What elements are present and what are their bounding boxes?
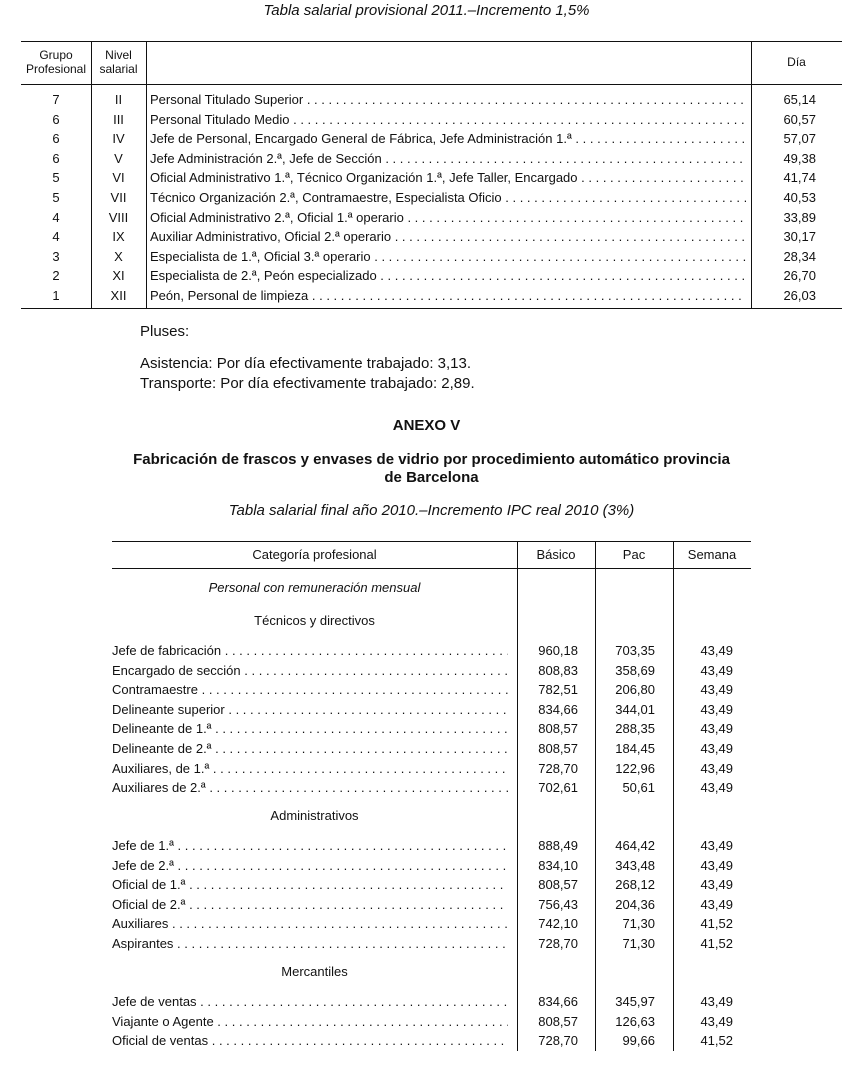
categoria-cell: Oficial Administrativo 1.ª, Técnico Organización 1.ª, Jefe Taller, Encargado . . .	[150, 168, 746, 187]
semana-cell: 43,49	[700, 896, 733, 912]
anexo-subtitle-line2: de Barcelona	[384, 469, 479, 486]
categoria-cell: Especialista de 1.ª, Oficial 3.ª operario . . .	[150, 247, 746, 266]
grupo-cell: 1	[52, 288, 60, 303]
semana-cell: 43,49	[700, 857, 733, 873]
grupo-cell: 5	[52, 170, 60, 186]
basico-cell: 808,57	[538, 1013, 578, 1029]
pac-cell: 71,30	[622, 936, 655, 951]
pac-cell: 344,01	[615, 701, 655, 717]
pac-cell: 71,30	[622, 916, 655, 932]
semana-cell: 43,49	[700, 838, 733, 853]
pac-cell: 184,45	[615, 741, 655, 756]
basico-cell: 808,57	[538, 877, 578, 893]
semana-cell: 41,52	[700, 916, 733, 932]
pac-cell: 343,48	[615, 857, 655, 873]
grupo-cell: 4	[52, 229, 60, 245]
basico-cell: 834,10	[538, 857, 578, 873]
semana-cell: 43,49	[700, 760, 733, 776]
pac-cell: 50,61	[622, 780, 655, 796]
pac-cell: 204,36	[615, 896, 655, 912]
categoria-cell: Delineante de 2.ª . . .	[112, 739, 508, 758]
semana-cell: 41,52	[700, 1033, 733, 1049]
semana-cell: 43,49	[700, 877, 733, 893]
grupo-cell: 4	[52, 209, 60, 225]
dia-cell: 28,34	[783, 248, 816, 264]
dia-cell: 26,03	[783, 288, 816, 303]
semana-cell: 43,49	[700, 780, 733, 796]
table2-header-rule	[112, 568, 751, 569]
header-categoria: Categoría profesional	[252, 547, 377, 562]
categoria-cell: Personal Titulado Superior . . .	[150, 90, 746, 109]
pac-cell: 206,80	[615, 682, 655, 698]
pac-cell: 358,69	[615, 662, 655, 678]
grupo-cell: 6	[52, 150, 60, 166]
nivel-cell: II	[114, 92, 123, 107]
basico-cell: 834,66	[538, 994, 578, 1009]
categoria-cell: Técnico Organización 2.ª, Contramaestre, Especialista Oficio . . .	[150, 188, 746, 207]
categoria-cell: Jefe de 2.ª . . .	[112, 856, 508, 875]
anexo-title: ANEXO V	[392, 417, 461, 434]
header-grupo-line1: Grupo	[39, 48, 73, 62]
table1-col-divider	[146, 41, 147, 309]
nivel-cell: VII	[110, 190, 127, 205]
categoria-cell: Delineante superior . . .	[112, 700, 508, 719]
pluses-transporte: Transporte: Por día efectivamente trabajado: 2,89.	[140, 375, 475, 392]
header-dia: Día	[787, 55, 806, 69]
dia-cell: 60,57	[783, 111, 816, 127]
pac-cell: 288,35	[615, 721, 655, 737]
categoria-cell: Jefe Administración 2.ª, Jefe de Sección . . .	[150, 149, 746, 168]
dia-cell: 30,17	[783, 229, 816, 245]
dia-cell: 26,70	[783, 268, 816, 284]
table1-top-rule	[21, 41, 842, 42]
pac-cell: 122,96	[615, 760, 655, 776]
header-basico: Básico	[536, 547, 576, 562]
header-nivel	[91, 48, 146, 76]
semana-cell: 43,49	[700, 994, 733, 1009]
nivel-cell: VI	[112, 170, 125, 186]
basico-cell: 808,57	[538, 721, 578, 737]
categoria-cell: Aspirantes . . .	[112, 934, 508, 953]
dia-cell: 57,07	[783, 131, 816, 147]
pac-cell: 99,66	[622, 1033, 655, 1049]
dia-cell: 49,38	[783, 150, 816, 166]
categoria-cell: Auxiliar Administrativo, Oficial 2.ª operario . . .	[150, 227, 746, 246]
header-nivel-line1: Nivel	[105, 48, 132, 62]
basico-cell: 702,61	[538, 780, 578, 796]
nivel-cell: IX	[112, 229, 125, 245]
pluses-title: Pluses:	[140, 323, 190, 340]
grupo-cell: 3	[52, 248, 60, 264]
semana-cell: 43,49	[700, 662, 733, 678]
nivel-cell: XII	[110, 288, 127, 303]
table2-caption: Tabla salarial final año 2010.–Incremento IPC real 2010 (3%)	[228, 502, 635, 519]
semana-cell: 43,49	[700, 643, 733, 658]
basico-cell: 888,49	[538, 838, 578, 853]
categoria-cell: Oficial de 1.ª . . .	[112, 875, 508, 894]
pac-cell: 268,12	[615, 877, 655, 893]
categoria-cell: Peón, Personal de limpieza . . .	[150, 286, 746, 305]
categoria-cell: Encargado de sección . . .	[112, 661, 508, 680]
dia-cell: 41,74	[783, 170, 816, 186]
categoria-cell: Contramaestre . . .	[112, 680, 508, 699]
pac-cell: 464,42	[615, 838, 655, 853]
section-title: Mercantiles	[281, 964, 348, 979]
dia-cell: 40,53	[783, 190, 816, 205]
categoria-cell: Oficial de 2.ª . . .	[112, 895, 508, 914]
basico-cell: 742,10	[538, 916, 578, 932]
nivel-cell: V	[114, 150, 123, 166]
basico-cell: 728,70	[538, 936, 578, 951]
header-grupo	[21, 48, 91, 76]
categoria-cell: Oficial de ventas . . .	[112, 1031, 508, 1050]
table1-header-rule	[21, 84, 842, 85]
table1-bottom-rule	[21, 308, 842, 309]
categoria-cell: Delineante de 1.ª . . .	[112, 719, 508, 738]
categoria-cell: Auxiliares, de 1.ª . . .	[112, 759, 508, 778]
pac-cell: 703,35	[615, 643, 655, 658]
categoria-cell: Personal Titulado Medio . . .	[150, 110, 746, 129]
basico-cell: 960,18	[538, 643, 578, 658]
semana-cell: 41,52	[700, 936, 733, 951]
categoria-cell: Auxiliares . . .	[112, 914, 508, 933]
basico-cell: 728,70	[538, 760, 578, 776]
nivel-cell: III	[113, 111, 124, 127]
section-title: Administrativos	[270, 808, 359, 823]
semana-cell: 43,49	[700, 741, 733, 756]
semana-cell: 43,49	[700, 682, 733, 698]
grupo-cell: 2	[52, 268, 60, 284]
basico-cell: 782,51	[538, 682, 578, 698]
nivel-cell: VIII	[108, 209, 129, 225]
basico-cell: 756,43	[538, 896, 578, 912]
categoria-cell: Auxiliares de 2.ª . . .	[112, 778, 508, 797]
personal-label: Personal con remuneración mensual	[208, 580, 421, 595]
categoria-cell: Viajante o Agente . . .	[112, 1012, 508, 1031]
pluses-asistencia: Asistencia: Por día efectivamente trabajado: 3,13.	[140, 355, 472, 372]
section-title: Técnicos y directivos	[254, 613, 375, 628]
semana-cell: 43,49	[700, 701, 733, 717]
header-pac: Pac	[622, 547, 646, 562]
categoria-cell: Jefe de Personal, Encargado General de Fábrica, Jefe Administración 1.ª . . .	[150, 129, 746, 148]
table2-top-rule	[112, 541, 751, 542]
pac-cell: 126,63	[615, 1013, 655, 1029]
grupo-cell: 5	[52, 190, 60, 205]
categoria-cell: Especialista de 2.ª, Peón especializado . . .	[150, 266, 746, 285]
categoria-cell: Jefe de ventas . . .	[112, 992, 508, 1011]
header-grupo-line2: Profesional	[25, 62, 87, 76]
anexo-subtitle-line1: Fabricación de frascos y envases de vidrio por procedimiento automático provincia	[133, 451, 730, 468]
pac-cell: 345,97	[615, 994, 655, 1009]
basico-cell: 834,66	[538, 701, 578, 717]
grupo-cell: 7	[52, 92, 60, 107]
basico-cell: 808,83	[538, 662, 578, 678]
categoria-cell: Oficial Administrativo 2.ª, Oficial 1.ª operario . . .	[150, 208, 746, 227]
nivel-cell: IV	[112, 131, 125, 147]
anexo-subtitle	[0, 451, 853, 487]
semana-cell: 43,49	[700, 721, 733, 737]
grupo-cell: 6	[52, 111, 60, 127]
basico-cell: 808,57	[538, 741, 578, 756]
header-semana: Semana	[687, 547, 737, 562]
basico-cell: 728,70	[538, 1033, 578, 1049]
nivel-cell: X	[114, 248, 123, 264]
nivel-cell: XI	[112, 268, 125, 284]
categoria-cell: Jefe de 1.ª . . .	[112, 836, 508, 855]
dia-cell: 65,14	[783, 92, 816, 107]
table1-caption: Tabla salarial provisional 2011.–Incremento 1,5%	[263, 2, 590, 19]
header-nivel-line2: salarial	[99, 62, 138, 76]
grupo-cell: 6	[52, 131, 60, 147]
semana-cell: 43,49	[700, 1013, 733, 1029]
dia-cell: 33,89	[783, 209, 816, 225]
categoria-cell: Jefe de fabricación . . .	[112, 641, 508, 660]
